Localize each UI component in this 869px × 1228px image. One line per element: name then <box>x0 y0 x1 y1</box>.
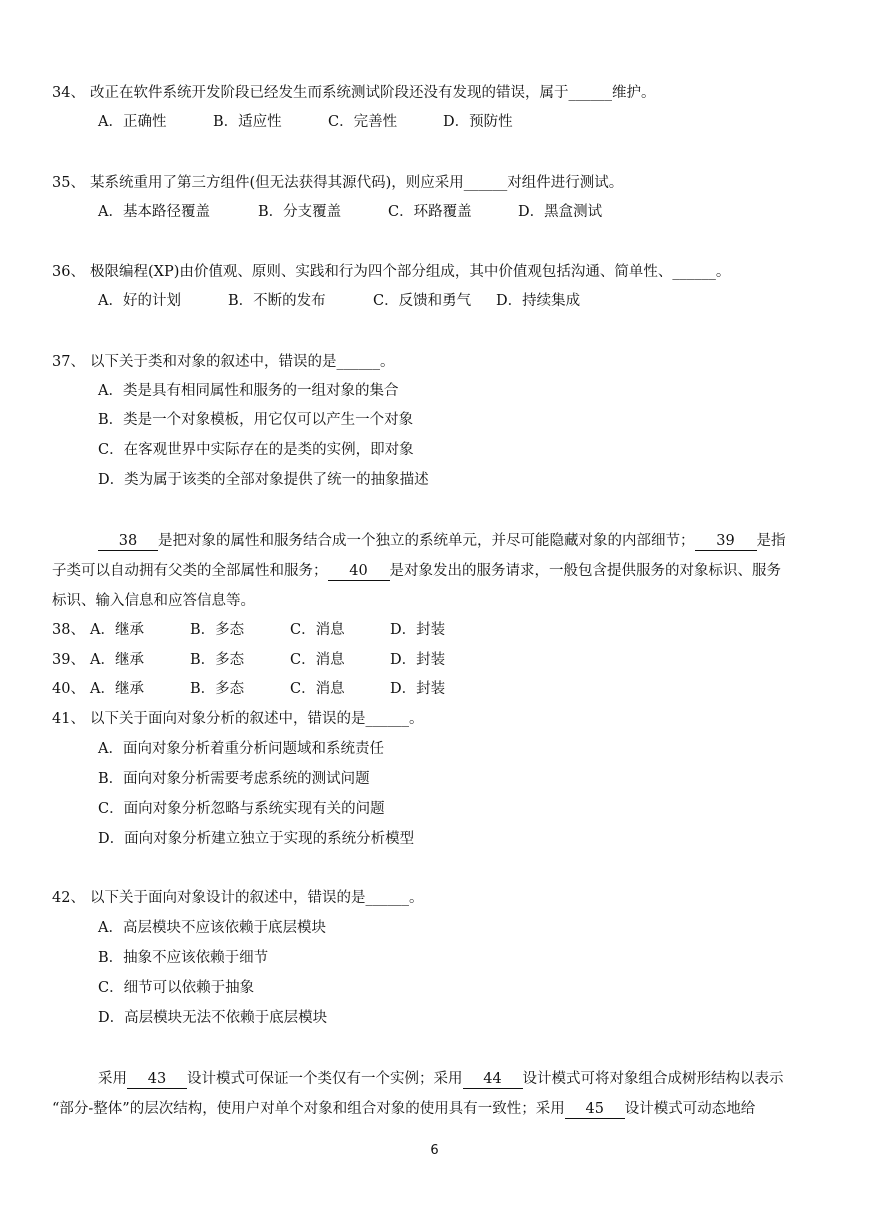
option-a: A．好的计划 <box>98 293 181 309</box>
question-number: 37、 <box>52 354 85 370</box>
option-b: B．分支覆盖 <box>258 204 342 220</box>
question-36-options <box>98 291 580 311</box>
question-text: 以下关于面向对象设计的叙述中，错误的是______。 <box>90 890 424 906</box>
question-34-stem <box>52 83 656 103</box>
passage-38-line-2 <box>52 561 781 581</box>
question-34-options <box>98 112 513 132</box>
option-a: A．正确性 <box>98 114 167 130</box>
option-b: B．适应性 <box>213 114 282 130</box>
question-37-option-c: C．在客观世界中实际存在的是类的实例，即对象 <box>98 442 414 458</box>
question-42-stem <box>52 888 424 908</box>
question-35-stem <box>52 173 623 193</box>
passage-text: 是把对象的属性和服务结合成一个独立的系统单元，并尽可能隐藏对象的内部细节； <box>158 533 695 549</box>
option-a: A．继承 <box>90 622 144 638</box>
option-b: B．多态 <box>190 652 245 668</box>
option-a: A．继承 <box>90 652 144 668</box>
passage-43-line-2 <box>52 1099 755 1119</box>
blank-45: 45 <box>565 1100 625 1119</box>
option-c: C．反馈和勇气 <box>373 293 472 309</box>
question-number: 38、 <box>52 622 85 638</box>
question-number: 40、 <box>52 681 85 697</box>
question-number: 35、 <box>52 175 85 191</box>
option-a: A．基本路径覆盖 <box>98 204 210 220</box>
question-text: 以下关于类和对象的叙述中，错误的是______。 <box>90 354 395 370</box>
question-number: 34、 <box>52 85 85 101</box>
question-text: 某系统重用了第三方组件(但无法获得其源代码)，则应采用______对组件进行测试。 <box>90 175 624 191</box>
blank-38: 38 <box>98 532 158 551</box>
question-number: 36、 <box>52 264 85 280</box>
question-37-stem <box>52 352 395 372</box>
option-b: B．不断的发布 <box>228 293 326 309</box>
question-text: 以下关于面向对象分析的叙述中，错误的是______。 <box>90 711 424 727</box>
question-35-options <box>98 202 602 222</box>
question-number: 39、 <box>52 652 85 668</box>
question-text: 极限编程(XP)由价值观、原则、实践和行为四个部分组成，其中价值观包括沟通、简单性、______。 <box>90 264 731 280</box>
option-b: B．多态 <box>190 681 245 697</box>
question-42-option-a: A．高层模块不应该依赖于底层模块 <box>98 920 326 936</box>
passage-text: 设计模式可动态地给 <box>624 1101 756 1117</box>
blank-40: 40 <box>328 562 390 581</box>
passage-text: 设计模式可保证一个类仅有一个实例；采用 <box>187 1071 463 1087</box>
question-42-option-d: D．高层模块无法不依赖于底层模块 <box>98 1010 328 1026</box>
option-d: D．封装 <box>390 652 446 668</box>
question-41-option-b: B．面向对象分析需要考虑系统的测试问题 <box>98 771 370 787</box>
passage-38-line-3: 标识、输入信息和应答信息等。 <box>52 593 255 609</box>
question-37-option-a: A．类是具有相同属性和服务的一组对象的集合 <box>98 383 399 399</box>
question-37-option-d: D．类为属于该类的全部对象提供了统一的抽象描述 <box>98 472 429 488</box>
question-37-option-b: B．类是一个对象模板，用它仅可以产生一个对象 <box>98 412 414 428</box>
option-d: D．黑盒测试 <box>518 204 603 220</box>
passage-text: 是对象发出的服务请求，一般包含提供服务的对象标识、服务 <box>389 563 781 579</box>
question-number: 42、 <box>52 890 85 906</box>
question-41-option-c: C．面向对象分析忽略与系统实现有关的问题 <box>98 801 385 817</box>
question-number: 41、 <box>52 711 85 727</box>
option-c: C．环路覆盖 <box>388 204 472 220</box>
passage-43-line-1 <box>98 1069 784 1089</box>
option-c: C．消息 <box>290 681 345 697</box>
question-40-options <box>52 679 445 699</box>
passage-text: 设计模式可将对象组合成树形结构以表示 <box>522 1071 784 1087</box>
option-c: C．消息 <box>290 622 345 638</box>
option-d: D．封装 <box>390 622 446 638</box>
question-41-option-a: A．面向对象分析着重分析问题域和系统责任 <box>98 741 384 757</box>
option-b: B．多态 <box>190 622 245 638</box>
option-c: C．消息 <box>290 652 345 668</box>
passage-text: 子类可以自动拥有父类的全部属性和服务； <box>52 563 328 579</box>
option-d: D．持续集成 <box>496 293 581 309</box>
option-d: D．封装 <box>390 681 446 697</box>
option-a: A．继承 <box>90 681 144 697</box>
passage-text: 是指 <box>756 533 786 549</box>
page-number: 6 <box>430 1143 439 1158</box>
blank-43: 43 <box>127 1070 187 1089</box>
question-text: 改正在软件系统开发阶段已经发生而系统测试阶段还没有发现的错误，属于______维护。 <box>90 85 656 101</box>
passage-text: “部分-整体”的层次结构，使用户对单个对象和组合对象的使用具有一致性；采用 <box>52 1101 565 1117</box>
question-36-stem <box>52 262 730 282</box>
blank-44: 44 <box>463 1070 523 1089</box>
option-c: C．完善性 <box>328 114 398 130</box>
passage-38-line-1 <box>98 531 786 551</box>
question-39-options <box>52 650 445 670</box>
passage-text: 采用 <box>98 1071 127 1087</box>
question-41-option-d: D．面向对象分析建立独立于实现的系统分析模型 <box>98 831 415 847</box>
question-42-option-c: C．细节可以依赖于抽象 <box>98 980 255 996</box>
question-38-options <box>52 620 445 640</box>
question-41-stem <box>52 709 424 729</box>
option-d: D．预防性 <box>443 114 513 130</box>
blank-39: 39 <box>695 532 757 551</box>
question-42-option-b: B．抽象不应该依赖于细节 <box>98 950 269 966</box>
